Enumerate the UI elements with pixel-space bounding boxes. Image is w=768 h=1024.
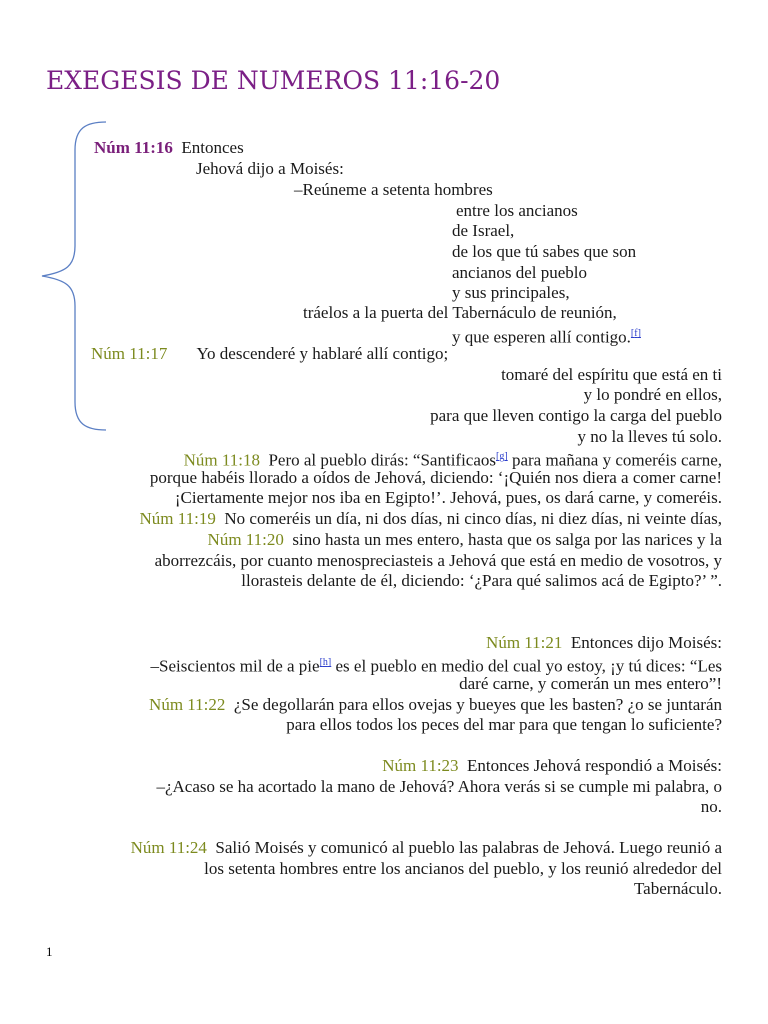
verse-17-line-1: Núm 11:17 Yo descenderé y hablaré allí contigo; (91, 344, 449, 363)
page-title: EXEGESIS DE NUMEROS 11:16-20 (46, 66, 501, 95)
page-number: 1 (46, 944, 53, 959)
verse-22-line-2: para ellos todos los peces del mar para que tengan lo suficiente? (286, 715, 722, 734)
verse-16-line-7: ancianos del pueblo (452, 263, 588, 282)
verse-ref: Núm 11:16 (94, 138, 173, 157)
verse-16-line-8: y sus principales, (452, 283, 570, 302)
verse-ref: Núm 11:21 (486, 633, 563, 652)
verse-16-line-4: entre los ancianos (456, 201, 578, 220)
verse-21-line-3: daré carne, y comerán un mes entero”! (459, 674, 722, 693)
verse-16-line-2: Jehová dijo a Moisés: (196, 159, 344, 178)
verse-22-line-1: Núm 11:22 ¿Se degollarán para ellos ovejas y bueyes que les basten? ¿o se juntarán (149, 695, 722, 714)
curly-brace-bracket (40, 120, 110, 432)
verse-24-line-2: los setenta hombres entre los ancianos del pueblo, y los reunió alrededor del (204, 859, 722, 878)
verse-17-line-3: y lo pondré en ellos, (583, 385, 722, 404)
verse-ref: Núm 11:22 (149, 695, 226, 714)
footnote-link-g[interactable]: [ $^g$ ] (496, 451, 508, 462)
verse-16-line-5: de Israel, (452, 221, 515, 240)
verse-24-line-1: Núm 11:24 Salió Moisés y comunicó al pueblo las palabras de Jehová. Luego reunió a (130, 838, 722, 857)
verse-23-line-2: –¿Acaso se ha acortado la mano de Jehová? Ahora verás si se cumple mi palabra, o (156, 777, 722, 796)
verse-21-line-2: –Seiscientos mil de a pie[ $^h$ ] es el pueblo en medio del cual yo estoy, ¡y tú dices: “Les (151, 652, 722, 678)
verse-21-line-1: Núm 11:21 Entonces dijo Moisés: (486, 633, 722, 652)
verse-23-line-3: no. (700, 797, 722, 816)
verse-20-line-3: llorasteis delante de él, diciendo: ‘¿Para qué salimos acá de Egipto?’ ”. (241, 571, 722, 590)
verse-18-line-3: ¡Ciertamente mejor nos iba en Egipto!’. Jehová, pues, os dará carne, y comeréis. (174, 488, 722, 507)
verse-17-line-2: tomaré del espíritu que está en ti (501, 365, 722, 384)
verse-20-line-1: Núm 11:20 sino hasta un mes entero, hasta que os salga por las narices y la (207, 530, 722, 549)
verse-17-line-4: para que lleven contigo la carga del pueblo (430, 406, 722, 425)
verse-ref: Núm 11:17 (91, 344, 168, 363)
verse-ref: Núm 11:20 (207, 530, 284, 549)
footnote-link-f[interactable]: [ $^f$ ] (631, 328, 641, 339)
verse-18-line-1: Núm 11:18 Pero al pueblo dirás: “Santificaos[ $^g$ ] para mañana y comeréis carne, (184, 446, 722, 472)
verse-16-line-3: –Reúneme a setenta hombres (294, 180, 493, 199)
verse-16-line-1: Núm 11:16 Entonces (94, 138, 244, 157)
verse-ref: Núm 11:23 (382, 756, 459, 775)
footnote-link-h[interactable]: [ $^h$ ] (320, 657, 332, 668)
verse-16-line-10: y que esperen allí contigo.[ $^f$ ] (452, 323, 641, 349)
verse-17-line-5: y no la lleves tú solo. (577, 427, 722, 446)
verse-23-line-1: Núm 11:23 Entonces Jehová respondió a Moisés: (382, 756, 722, 775)
verse-24-line-3: Tabernáculo. (633, 879, 722, 898)
verse-16-line-6: de los que tú sabes que son (452, 242, 637, 261)
verse-18-line-2: porque habéis llorado a oídos de Jehová, diciendo: ‘¡Quién nos diera a comer carne! (149, 468, 722, 487)
verse-ref: Núm 11:24 (130, 838, 207, 857)
verse-19-line-1: Núm 11:19 No comeréis un día, ni dos días, ni cinco días, ni diez días, ni veinte días, (139, 509, 722, 528)
verse-16-line-9: tráelos a la puerta del Tabernáculo de reunión, (303, 303, 617, 322)
verse-20-line-2: aborrezcáis, por cuanto menospreciasteis a Jehová que está en medio de vosotros, y (154, 551, 722, 570)
verse-ref: Núm 11:18 (183, 450, 260, 470)
verse-ref: Núm 11:19 (139, 509, 216, 528)
